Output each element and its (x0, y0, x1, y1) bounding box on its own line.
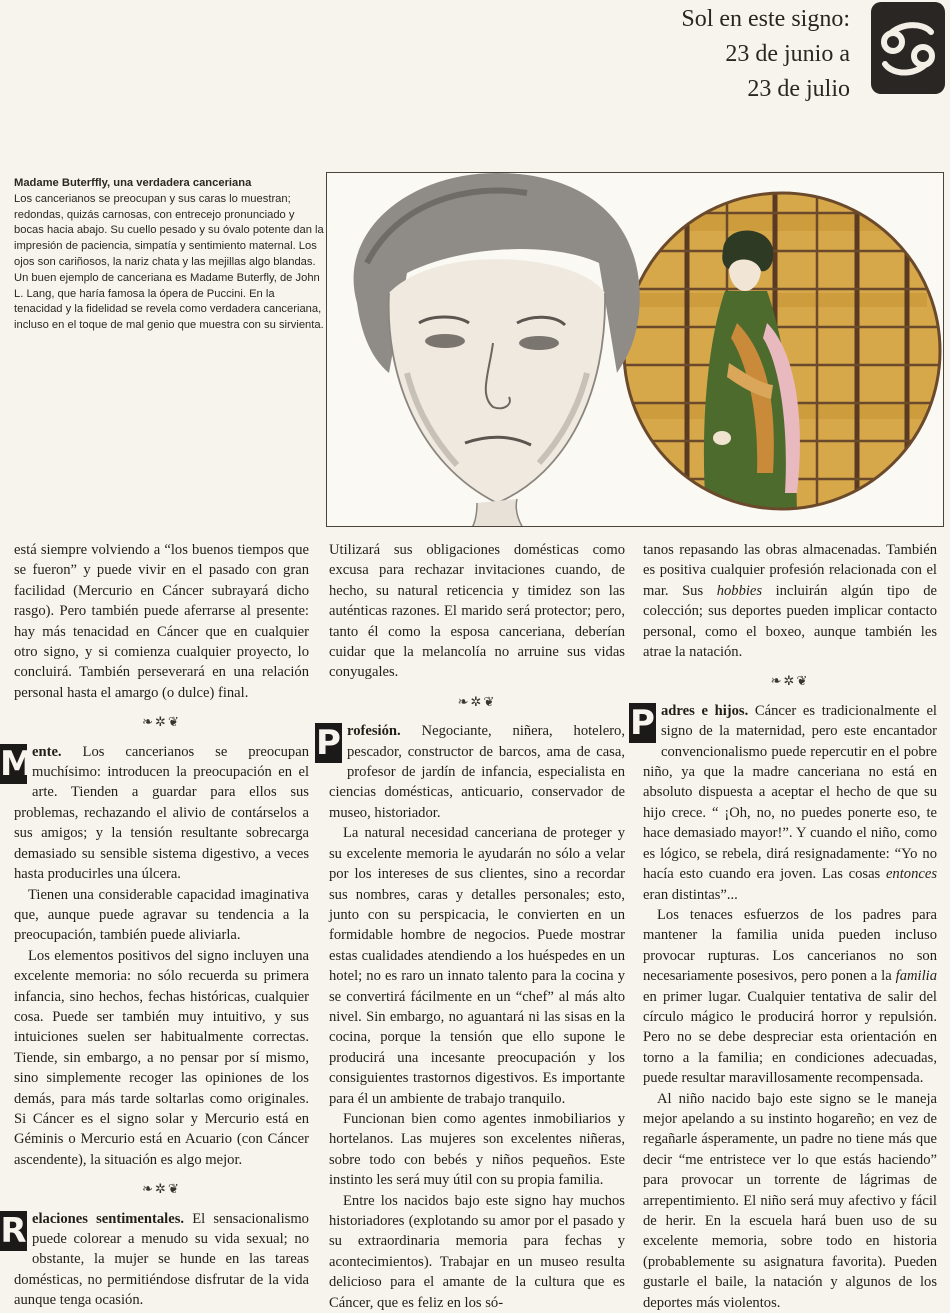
paragraph: Funcionan bien como agentes inmobiliarios y hortelanos. Las mujeres son excelentes niñeras, sobre todo con bebés y niños pequeños. Este instinto les será muy útil con su propia familia. (329, 1110, 625, 1189)
portrait-sketch (354, 173, 640, 527)
drop-cap: M (0, 743, 34, 784)
section-divider-ornament: ❧✲❦ (770, 674, 810, 690)
paragraph: Tienen una considerable capacidad imaginativa que, aunque puede agravar su tendencia a la preocupación, también puede aliviarla. (14, 886, 309, 944)
sun-sign-dates (530, 2, 850, 107)
paragraph: Entre los nacidos bajo este signo hay muchos historiadores (explotando su amor por el pasado y su extraordinaria memoria para fechas y acontecimientos). Trabajar en un museo resulta delicioso para el amante de la cultura que es Cáncer, que es feliz en los só- (329, 1192, 625, 1311)
section-heading: rofesión. (347, 723, 401, 740)
section-heading: elaciones sentimentales. (32, 1210, 185, 1227)
date-start: 23 de junio a (725, 41, 850, 67)
shoji-window-circle (617, 173, 944, 527)
date-end: 23 de julio (747, 76, 850, 102)
section-profesion: P rofesión. Negociante, niñera, hotelero, pescador, constructor de barcos, ama de casa, profesor de jardín de infancia, especialista en ciencias domésticas, anticuario, conservador de museo, historiador. (316, 723, 625, 821)
paragraph: tanos repasando las obras almacenadas. También es positiva cualquier profesión relacionada con el mar. Sus hobbies incluirán algún tipo de colección; sus deportes pueden implicar contacto personal, como el boxeo, aunque también les atrae la natación. (643, 542, 937, 661)
drop-cap: P (316, 723, 341, 764)
paragraph: La natural necesidad canceriana de proteger y su excelente memoria le ayudarán no sólo a velar por los intereses de sus clientes, sino a recordar sus nombres, caras y detalles personales; esto, junto con su perspicacia, le convierten en un formidable hombre de negocios. Puede mostrar estas cualidades atendiendo a los huéspedes en un hotel; no es raro un innato talento para la cocina y se convertirá fácilmente en un “chef” al más alto nivel. Sin embargo, no aguantará ni las sisas en la cocina, porque la tensión que ello supone le producirá una incesante preocupación y los consiguientes trastornos digestivos. Es importante para él un ambiente de trabajo tranquilo. (329, 825, 625, 1107)
caption-body: Los cancerianos se preocupan y sus caras lo muestran; redondas, quizás carnosas, con entrecejo pronunciado y bocas hacia abajo. Su cuello pesado y su óvalo potente dan la impresión de paciencia, simpatía y sentimiento maternal. Los ojos son cariñosos, la nariz chata y las mejillas algo blandas. Un buen ejemplo de canceriana es Madame Buterfly, de John L. Lang, que haría famosa la ópera de Puccini. En la tenacidad y la fidelidad se revela como verdadera canceriana, incluso en el toque de mal genio que muestra con su sirvienta. (14, 192, 324, 332)
section-divider-ornament: ❧✲❦ (142, 1182, 181, 1198)
paragraph: Utilizará sus obligaciones domésticas como excusa para rechazar invitaciones cuando, de hecho, su natural reticencia y timidez son las auténticas razones. El marido será protector; pero, tanto él como la esposa canceriana, deberían cuidar que la melancolía no arruine sus vidas conyugales. (329, 542, 625, 681)
caption-title: Madame Buterffly, una verdadera canceriana (14, 177, 252, 189)
sun-sign-label: Sol en este signo: (681, 6, 850, 32)
paragraph: Al niño nacido bajo este signo se le maneja mejor apelando a su instinto hogareño; en vez de regañarle ásperamente, un padre no tiene más que decir “me entristece ver lo que estás haciendo” para provocar un torrente de lágrimas de arrepentimiento. El niño será muy afectivo y fácil de herir. En la escuela hará buen uso de su excelente memoria, sobre todo en historia (probablemente su asignatura favorita). Pueden gustarle el baile, la natación y algunos de los deportes más violentos. (643, 1090, 937, 1311)
illustration-caption (14, 176, 324, 334)
section-heading: adres e hijos. (661, 702, 749, 719)
text-column-2 (316, 540, 625, 1313)
section-padres-hijos: P adres e hijos. Cáncer es tradicionalmente el signo de la maternidad, pero este encantador convencionalismo puede repercutir en el pobre niño, ya que la madre canceriana no está en absoluto dispuesta a aceptar el hecho de que su hijo crece. “ ¡Oh, no, no puedes ponerte eso, te hace demasiado mayor!”. Y cuando el niño, como es lógico, se rebela, dirá resignadamente: “Yo no hacía esto cuando era joven. Las cosas entonces eran distintas”... (630, 702, 937, 903)
drop-cap: R (0, 1210, 27, 1251)
illustration-panel (326, 172, 944, 527)
paragraph: está siempre volviendo a “los buenos tiempos que se fueron” y puede vivir en el pasado con gran facilidad (Mercurio en Cáncer subrayará dicho rasgo). Pero también puede aferrarse al presente: hay más tenacidad en Cáncer que en cualquier otro signo, y si comienza cualquier proyecto, lo concluirá. También perseverará en una relación personal hasta el amargo (o dulce) final. (14, 542, 309, 701)
section-relaciones: R elaciones sentimentales. El sensacionalismo puede colorear a menudo su vida sexual; no obstante, la mujer se hunde en las tareas domésticas, no permitiéndose disfrutar de la vida aunque tenga ocasión. (0, 1210, 309, 1309)
section-mente: M ente. Los cancerianos se preocupan muchísimo: introducen la preocupación en el arte. Tienden a guardar para ellos sus problemas, rechazando el alivio de contárselos a sus amigos; y la tensión resultante sobrecarga demasiado su sensible sistema digestivo, a veces hasta producirles una úlcera. (0, 743, 310, 883)
text-column-1 (0, 540, 310, 1311)
paragraph: Los elementos positivos del signo incluyen una excelente memoria: no sólo recuerda su primera infancia, sino hechos, fechas históricas, cualquier cosa. Puede ser también muy intuitivo, y sus intuiciones suelen ser habitualmente correctas. Tiende, sin embargo, a no pensar por sí mismo, sino simplemente recoger las opiniones de los demás, para más tarde soltarlas como originales. Si Cáncer es el signo solar y Mercurio está en Géminis o Mercurio está en Acuario (con Cáncer ascendente), la situación es algo mejor. (14, 947, 309, 1168)
cancer-zodiac-icon (871, 2, 945, 94)
section-divider-ornament: ❧✲❦ (457, 694, 497, 710)
section-divider-ornament: ❧✲❦ (142, 715, 181, 731)
drop-cap: P (630, 702, 655, 743)
text-column-3 (630, 540, 937, 1313)
paragraph: Los tenaces esfuerzos de los padres para mantener la familia unida pueden incluso provocar rupturas. Los cancerianos no son necesariamente posesivos, pero ponen a la familia en primer lugar. Cualquier tentativa de salir del círculo mágico le producirá horror y repulsión. Pero no se debe despreciar esta orientación en torno a la familia; en condiciones adecuadas, puede resultar maravillosamente recompensada. (643, 906, 937, 1087)
section-heading: ente. (32, 743, 62, 760)
